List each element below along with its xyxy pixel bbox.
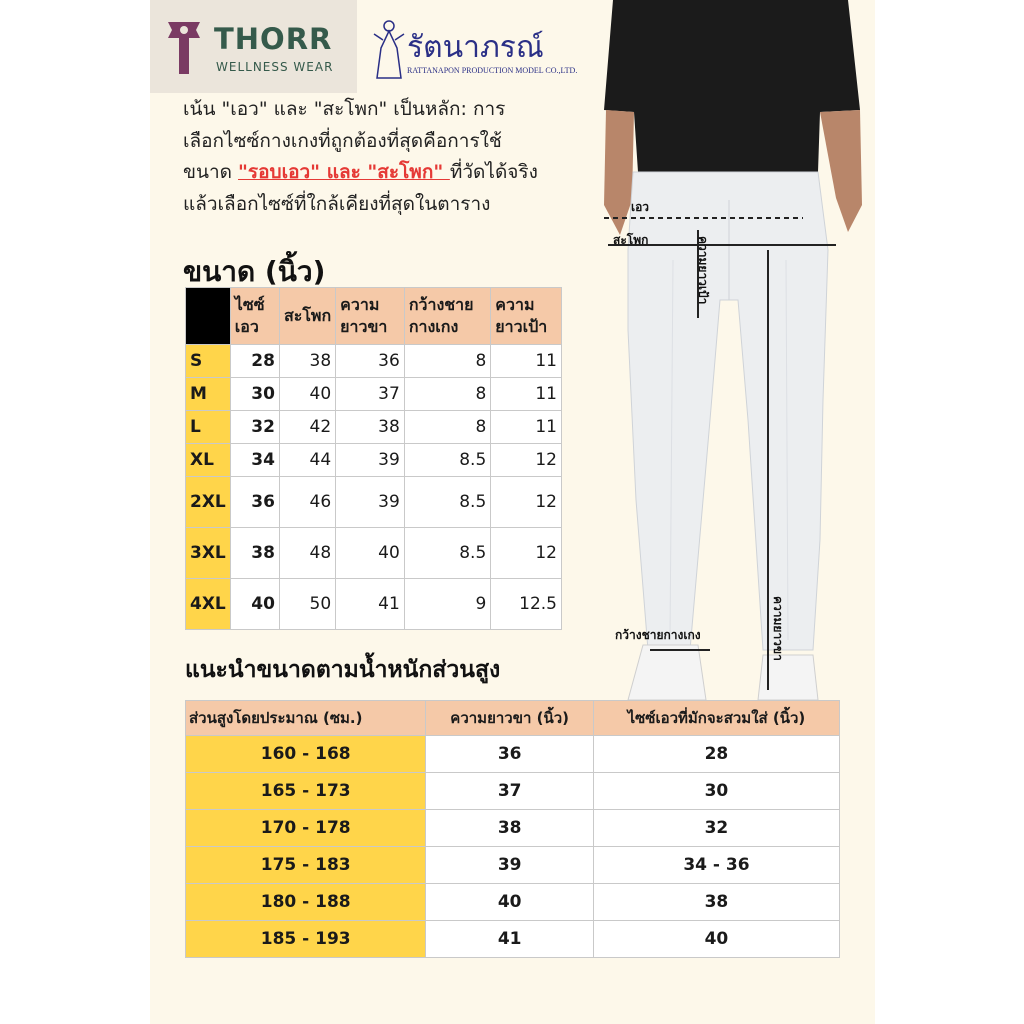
- leg-cell: 41: [426, 921, 593, 958]
- hip-cell: 40: [279, 378, 335, 411]
- rise-cell: 11: [491, 345, 562, 378]
- size-cell: 4XL: [186, 579, 231, 630]
- table-row: [186, 444, 562, 477]
- hip-cell: 38: [279, 345, 335, 378]
- recommendation-header: [186, 701, 840, 736]
- table-row: [186, 528, 562, 579]
- thorr-logo: [150, 0, 357, 93]
- height-cell: 165 - 173: [186, 773, 426, 810]
- hip-cell: 50: [279, 579, 335, 630]
- size-table-title: ขนาด (นิ้ว): [183, 255, 326, 288]
- table-row: [186, 884, 840, 921]
- waist-cell: 28: [230, 345, 279, 378]
- waist-cell: 38: [230, 528, 279, 579]
- leg-cell: 39: [336, 477, 405, 528]
- table-row: [186, 378, 562, 411]
- axe-icon: [164, 16, 204, 76]
- intro-part1: เน้น "เอว" และ "สะโพก" เป็นหลัก: การเลือกไซซ์กางเกงที่ถูกต้องที่สุดคือการใช้ขนาด: [183, 98, 506, 183]
- leg-cell: 40: [426, 884, 593, 921]
- diagram-label-hem: กว้างชายกางเกง: [615, 628, 701, 642]
- height-cell: 180 - 188: [186, 884, 426, 921]
- rise-cell: 12: [491, 477, 562, 528]
- leg-cell: 38: [336, 411, 405, 444]
- rise-cell: 11: [491, 378, 562, 411]
- height-cell: 160 - 168: [186, 736, 426, 773]
- hem-cell: 8: [404, 411, 490, 444]
- leg-cell: 38: [426, 810, 593, 847]
- table-row: [186, 847, 840, 884]
- table-row: [186, 345, 562, 378]
- height-cell: 170 - 178: [186, 810, 426, 847]
- intro-part2: ที่วัดได้จริง แล้วเลือกไซซ์ที่ใกล้เคียงที่สุดในตาราง: [183, 161, 538, 215]
- size-table: [185, 287, 562, 630]
- waist-cell: 40: [230, 579, 279, 630]
- header-hem: กว้างชายกางเกง: [404, 288, 490, 345]
- waist-cell: 32: [230, 411, 279, 444]
- size-cell: S: [186, 345, 231, 378]
- header-leg: ความยาวขา: [336, 288, 405, 345]
- hem-cell: 8.5: [404, 528, 490, 579]
- recommendation-table: [185, 700, 840, 958]
- table-row: [186, 579, 562, 630]
- waist-cell: 28: [593, 736, 839, 773]
- header-height: ส่วนสูงโดยประมาณ (ซม.): [186, 701, 426, 736]
- hem-cell: 8: [404, 345, 490, 378]
- hem-cell: 9: [404, 579, 490, 630]
- waist-cell: 30: [230, 378, 279, 411]
- table-row: [186, 810, 840, 847]
- leg-cell: 41: [336, 579, 405, 630]
- waist-cell: 34 - 36: [593, 847, 839, 884]
- diagram-label-hip: สะโพก: [613, 233, 649, 247]
- intro-text: [183, 94, 543, 220]
- hip-cell: 46: [279, 477, 335, 528]
- partner-name: รัตนาภรณ์: [407, 30, 544, 65]
- header-leg-length: ความยาวขา (นิ้ว): [426, 701, 593, 736]
- table-row: [186, 411, 562, 444]
- header-corner: [186, 288, 231, 345]
- waist-cell: 38: [593, 884, 839, 921]
- size-cell: M: [186, 378, 231, 411]
- table-row: [186, 773, 840, 810]
- rise-cell: 12.5: [491, 579, 562, 630]
- lady-figure-icon: [371, 18, 407, 80]
- header-hip: สะโพก: [279, 288, 335, 345]
- diagram-label-waist: เอว: [631, 200, 650, 214]
- leg-cell: 36: [426, 736, 593, 773]
- size-table-header: [186, 288, 562, 345]
- table-row: [186, 477, 562, 528]
- header-waist: ไซซ์เอว: [230, 288, 279, 345]
- hem-cell: 8.5: [404, 444, 490, 477]
- hip-cell: 48: [279, 528, 335, 579]
- rise-cell: 12: [491, 444, 562, 477]
- height-cell: 175 - 183: [186, 847, 426, 884]
- size-cell: 3XL: [186, 528, 231, 579]
- hem-cell: 8: [404, 378, 490, 411]
- size-cell: 2XL: [186, 477, 231, 528]
- leg-cell: 40: [336, 528, 405, 579]
- partner-subtitle: RATTANAPON PRODUCTION MODEL CO.,LTD.: [407, 66, 578, 75]
- intro-highlight: "รอบเอว" และ "สะโพก": [238, 161, 450, 183]
- hip-cell: 44: [279, 444, 335, 477]
- hem-cell: 8.5: [404, 477, 490, 528]
- table-row: [186, 921, 840, 958]
- leg-cell: 37: [336, 378, 405, 411]
- header-usual-waist: ไซซ์เอวที่มักจะสวมใส่ (นิ้ว): [593, 701, 839, 736]
- rattanapon-logo: [371, 18, 578, 88]
- header-rise: ความยาวเป้า: [491, 288, 562, 345]
- hip-cell: 42: [279, 411, 335, 444]
- diagram-label-rise: ความยาวเป้า: [696, 236, 710, 305]
- table-row: [186, 736, 840, 773]
- waist-cell: 30: [593, 773, 839, 810]
- leg-cell: 37: [426, 773, 593, 810]
- height-cell: 185 - 193: [186, 921, 426, 958]
- size-cell: XL: [186, 444, 231, 477]
- rise-cell: 12: [491, 528, 562, 579]
- waist-cell: 40: [593, 921, 839, 958]
- rise-cell: 11: [491, 411, 562, 444]
- waist-cell: 32: [593, 810, 839, 847]
- recommendation-title: แนะนำขนาดตามน้ำหนักส่วนสูง: [185, 657, 501, 683]
- diagram-label-leg: ความยาวขา: [771, 596, 785, 661]
- waist-cell: 36: [230, 477, 279, 528]
- waist-cell: 34: [230, 444, 279, 477]
- brand-name: THORR: [214, 22, 333, 56]
- size-cell: L: [186, 411, 231, 444]
- brand-tagline: WELLNESS WEAR: [216, 60, 334, 74]
- pants-model-photo: [598, 0, 875, 700]
- leg-cell: 39: [426, 847, 593, 884]
- size-chart-sheet: [150, 0, 875, 1024]
- leg-cell: 36: [336, 345, 405, 378]
- leg-cell: 39: [336, 444, 405, 477]
